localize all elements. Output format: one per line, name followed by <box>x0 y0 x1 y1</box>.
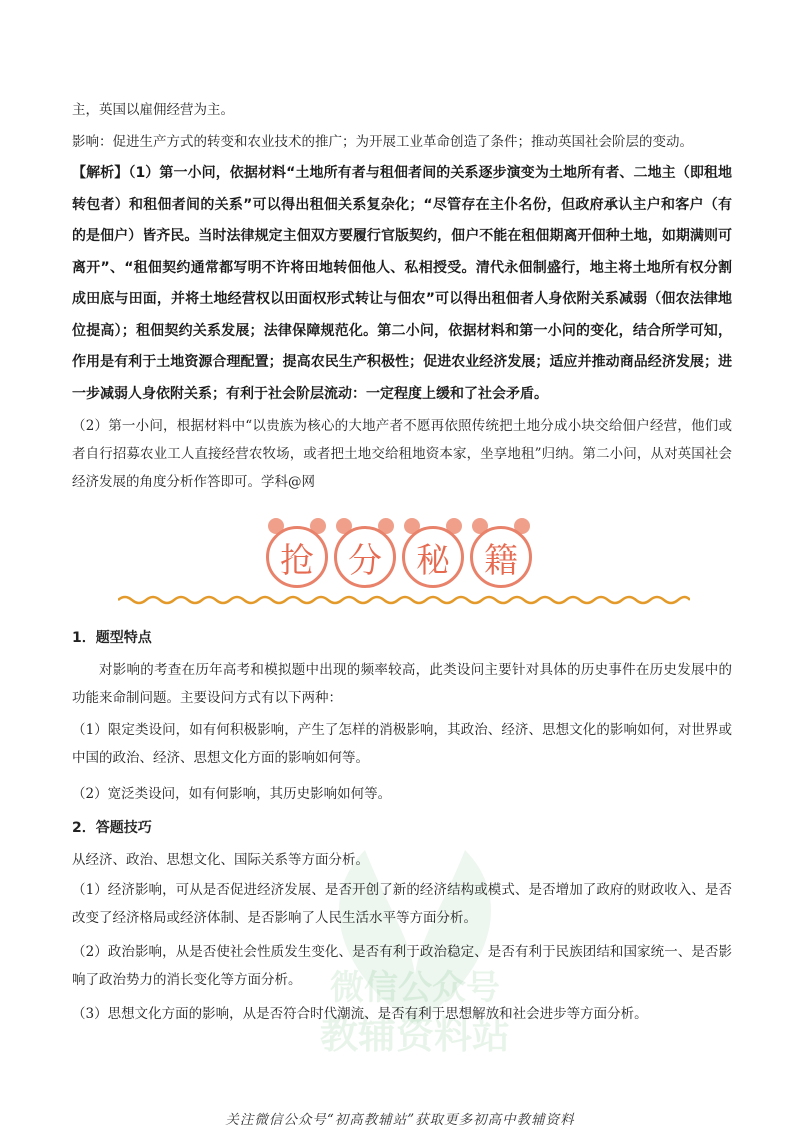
tips-paragraph-1: 对影响的考查在历年高考和模拟题中出现的频率较高，此类设问主要针对具体的历史事件在历史发展中的功能来命制问题。主要设问方式有以下两种： <box>72 662 732 706</box>
wavy-divider <box>118 592 690 608</box>
score-tips-banner <box>262 512 542 592</box>
answer-line-top: 主，英国以雇佣经营为主。 <box>72 102 234 118</box>
tips-paragraph-7: （3）思想文化方面的影响，从是否符合时代潮流、是否有利于思想解放和社会进步等方面分析。 <box>72 1006 648 1022</box>
banner-char-2: 分 <box>334 526 396 588</box>
section-heading-answer-skills: 2．答题技巧 <box>72 820 152 836</box>
section-heading-question-type: 1．题型特点 <box>72 630 152 646</box>
watermark-line-2: 教辅资料站 <box>319 1013 510 1057</box>
tips-paragraph-6: （2）政治影响，从是否使社会性质发生变化、是否有利于政治稳定、是否有利于民族团结和国家统一、是否影响了政治势力的消长变化等方面分析。 <box>72 944 732 988</box>
banner-char-1: 抢 <box>266 526 328 588</box>
analysis-paragraph-2: （2）第一小问，根据材料中“以贵族为核心的大地产者不愿再依照传统把土地分成小块交给佃户经营，他们或者自行招募农业工人直接经营农牧场，或者把土地交给租地资本家，坐享地租”归纳。第二小问，从对英国社会经济发展的角度分析作答即可。学科@网 <box>72 418 732 490</box>
answer-influence: 影响：促进生产方式的转变和农业技术的推广；为开展工业革命创造了条件；推动英国社会阶层的变动。 <box>72 134 693 150</box>
tips-paragraph-4: 从经济、政治、思想文化、国际关系等方面分析。 <box>72 852 369 868</box>
analysis-label: 【解析】 <box>72 165 129 181</box>
tips-paragraph-5: （1）经济影响，可从是否促进经济发展、是否开创了新的经济结构或模式、是否增加了政府的财政收入、是否改变了经济格局或经济体制、是否影响了人民生活水平等方面分析。 <box>72 882 732 926</box>
analysis-paragraph-1 <box>72 158 732 410</box>
banner-char-4: 籍 <box>470 526 532 588</box>
tips-paragraph-2: （1）限定类设问，如有何积极影响，产生了怎样的消极影响，其政治、经济、思想文化的影响如何，对世界或中国的政治、经济、思想文化方面的影响如何等。 <box>72 722 732 766</box>
watermark-line-1: 微信公众号 <box>330 968 500 1008</box>
analysis-part-1: （1）第一小问，依据材料“土地所有者与租佃者间的关系逐步演变为土地所有者、二地主（即租地转包者）和租佃者间的关系”可以得出租佃关系复杂化；“尽管存在主仆名份，但政府承认主户和客户（有的是佃户）皆齐民。当时法律规定主佃双方要履行官版契约，佃户不能在租佃期离开佃种土地，如期满则可离开”、“租佃契约通常都写明不许将田地转佃他人、私相授受。清代永佃制盛行，地主将土地所有权分割成田底与田面，并将土地经营权以田面权形式转让与佃农”可以得出租佃者人身依附关系减弱（佃农法律地位提高）；租佃契约关系发展；法律保障规范化。第二小问，依据材料和第一小问的变化，结合所学可知，作用是有利于土地资源合理配置；提高农民生产积极性；促进农业经济发展；适应并推动商品经济发展；进一步减弱人身依附关系；有利于社会阶层流动：一定程度上缓和了社会矛盾。 <box>72 165 733 402</box>
banner-char-3: 秘 <box>402 526 464 588</box>
tips-paragraph-3: （2）宽泛类设问，如有何影响，其历史影响如何等。 <box>72 786 392 802</box>
page-footer: 关注微信公众号“初高教辅站”获取更多初高中教辅资料 <box>225 1112 575 1128</box>
